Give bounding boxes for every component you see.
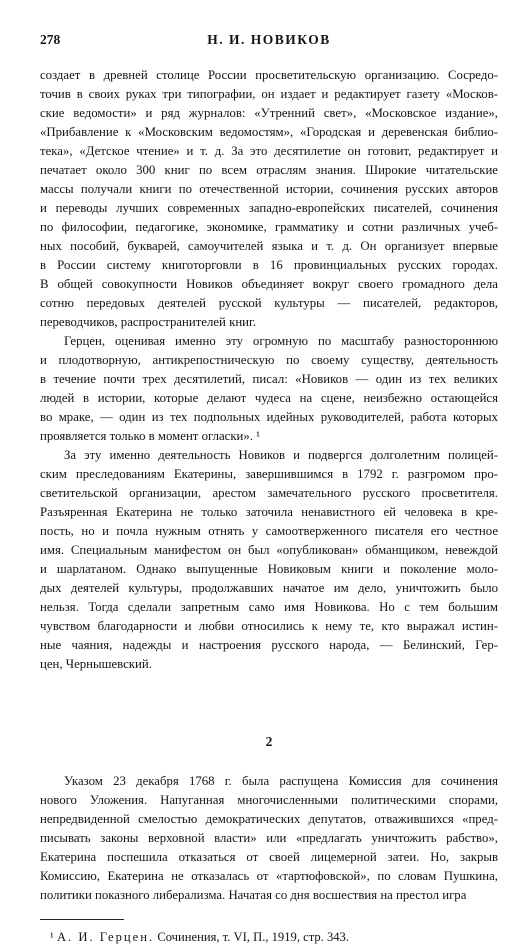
main-text <box>40 66 498 674</box>
text-line: имя. Специальным манифестом он был «опубликован» обманщиком, невеждой <box>40 543 498 557</box>
text-line: людей в истории, которые делают чудеса на сцене, неизбежно остающейся <box>40 391 498 405</box>
text-line: политики показного либерализма. Начатая со дня восшествия на престол игра <box>40 888 467 902</box>
text-line: светительской организации, арестом замечательного русского просветителя. <box>40 486 498 500</box>
text-line: печатает около 300 книг по всем отраслям знания. Широкие читательские <box>40 163 498 177</box>
text-line: тека», «Детское чтение» и т. д. За это десятилетие он готовит, редактирует и <box>40 144 498 158</box>
text-line: ским преследованиям Екатерины, завершившимся в 1792 г. разгромом про- <box>40 467 498 481</box>
text-line: За эту именно деятельность Новиков и подвергся долголетним полицей- <box>64 448 498 462</box>
text-line: Разъяренная Екатерина не только заточила ненавистного ей человека в кре- <box>40 505 498 519</box>
text-line: и шарлатаном. Однако выпущенные Новиковым книги и поколение моло- <box>40 562 498 576</box>
footnote <box>40 928 498 946</box>
text-line: цен, Чернышевский. <box>40 657 152 671</box>
text-line: В общей совокупности Новиков объединяет вокруг своего громадного дела <box>40 277 498 291</box>
footnote-author: А. И. Герцен. <box>56 930 155 944</box>
text-line: массы получали книги по отечественной истории, сочинения русских авторов <box>40 182 498 196</box>
paragraph <box>40 446 498 674</box>
text-line: точив в своих руках три типографии, он издает и редактирует газету «Москов- <box>40 87 498 101</box>
text-line: по философии, педагогике, экономике, грамматику и сотни различных учеб- <box>40 220 498 234</box>
footnote-marker: ¹ <box>50 930 54 944</box>
page-number: 278 <box>40 32 61 47</box>
text-line: Комиссию, Екатерина не отказалась от «тартюфовской», по словам Пушкина, <box>40 869 498 883</box>
text-line: сотню передовых деятелей русской культуры — писателей, редакторов, <box>40 296 498 310</box>
text-line: в течение почти трех десятилетий, писал: «Новиков — один из тех великих <box>40 372 498 386</box>
text-line: дых деятелей культуры, продолжавших начатое им дело, уничтожить было <box>40 581 498 595</box>
text-line: нельзя. Тогда сделали запретным само имя Новикова. Но с тем большим <box>40 600 498 614</box>
text-line: переводчиков, распространителей книг. <box>40 315 257 329</box>
text-line: нового Уложения. Напуганная многочисленными политическими спорами, <box>40 793 498 807</box>
paragraph <box>40 332 498 446</box>
text-line: Указом 23 декабря 1768 г. была распущена Комиссия для сочинения <box>64 774 498 788</box>
section-text <box>40 772 498 905</box>
page-header <box>40 32 498 54</box>
running-head: Н. И. НОВИКОВ <box>207 32 331 47</box>
text-line: ные чаяния, надежды и настроения русского народа, — Белинский, Гер- <box>40 638 498 652</box>
text-line: во мраке, — один из тех подпольных идейных руководителей, работа которых <box>40 410 498 424</box>
text-line: чувством благодарности и любви относились к нему те, кто выражал истин- <box>40 619 498 633</box>
footnote-text: Сочинения, т. VI, П., 1919, стр. 343. <box>157 930 349 944</box>
text-line: писывать законы верховной власти» или «предлагать уничтожить рабство», <box>40 831 498 845</box>
text-line: в России систему книготорговли в 16 провинциальных русских городах. <box>40 258 498 272</box>
text-line: и плодотворную, антикрепостническую по своему существу, деятельность <box>40 353 498 367</box>
text-line: «Прибавление к «Московским ведомостям», «Городская и деревенская библио- <box>40 125 498 139</box>
text-line: создает в древней столице России просветительскую организацию. Сосредо- <box>40 68 498 82</box>
text-line: проявляется только в момент огласки». ¹ <box>40 429 261 443</box>
text-line: и переводы лучших современных западно-европейских писателей, сочинения <box>40 201 498 215</box>
section-number: 2 <box>265 734 273 749</box>
text-line: ские ведомости» и ряд журналов: «Утренний свет», «Московское издание», <box>40 106 498 120</box>
text-line: непредвиденной смелостью демократических депутатов, отважившихся «пред- <box>40 812 498 826</box>
paragraph <box>40 772 498 905</box>
text-line: Герцен, оценивая именно эту огромную по масштабу разностороннюю <box>64 334 498 348</box>
paragraph <box>40 66 498 332</box>
text-line: ных пособий, букварей, самоучителей языка и т. д. Он организует впервые <box>40 239 498 253</box>
text-line: пость, но и почла нужным отнять у самоотверженного писателя его честное <box>40 524 498 538</box>
text-line: Екатерина поспешила отказаться от своей лицемерной затеи. Но, закрыв <box>40 850 498 864</box>
footnote-rule <box>40 919 124 920</box>
book-page <box>40 32 498 946</box>
